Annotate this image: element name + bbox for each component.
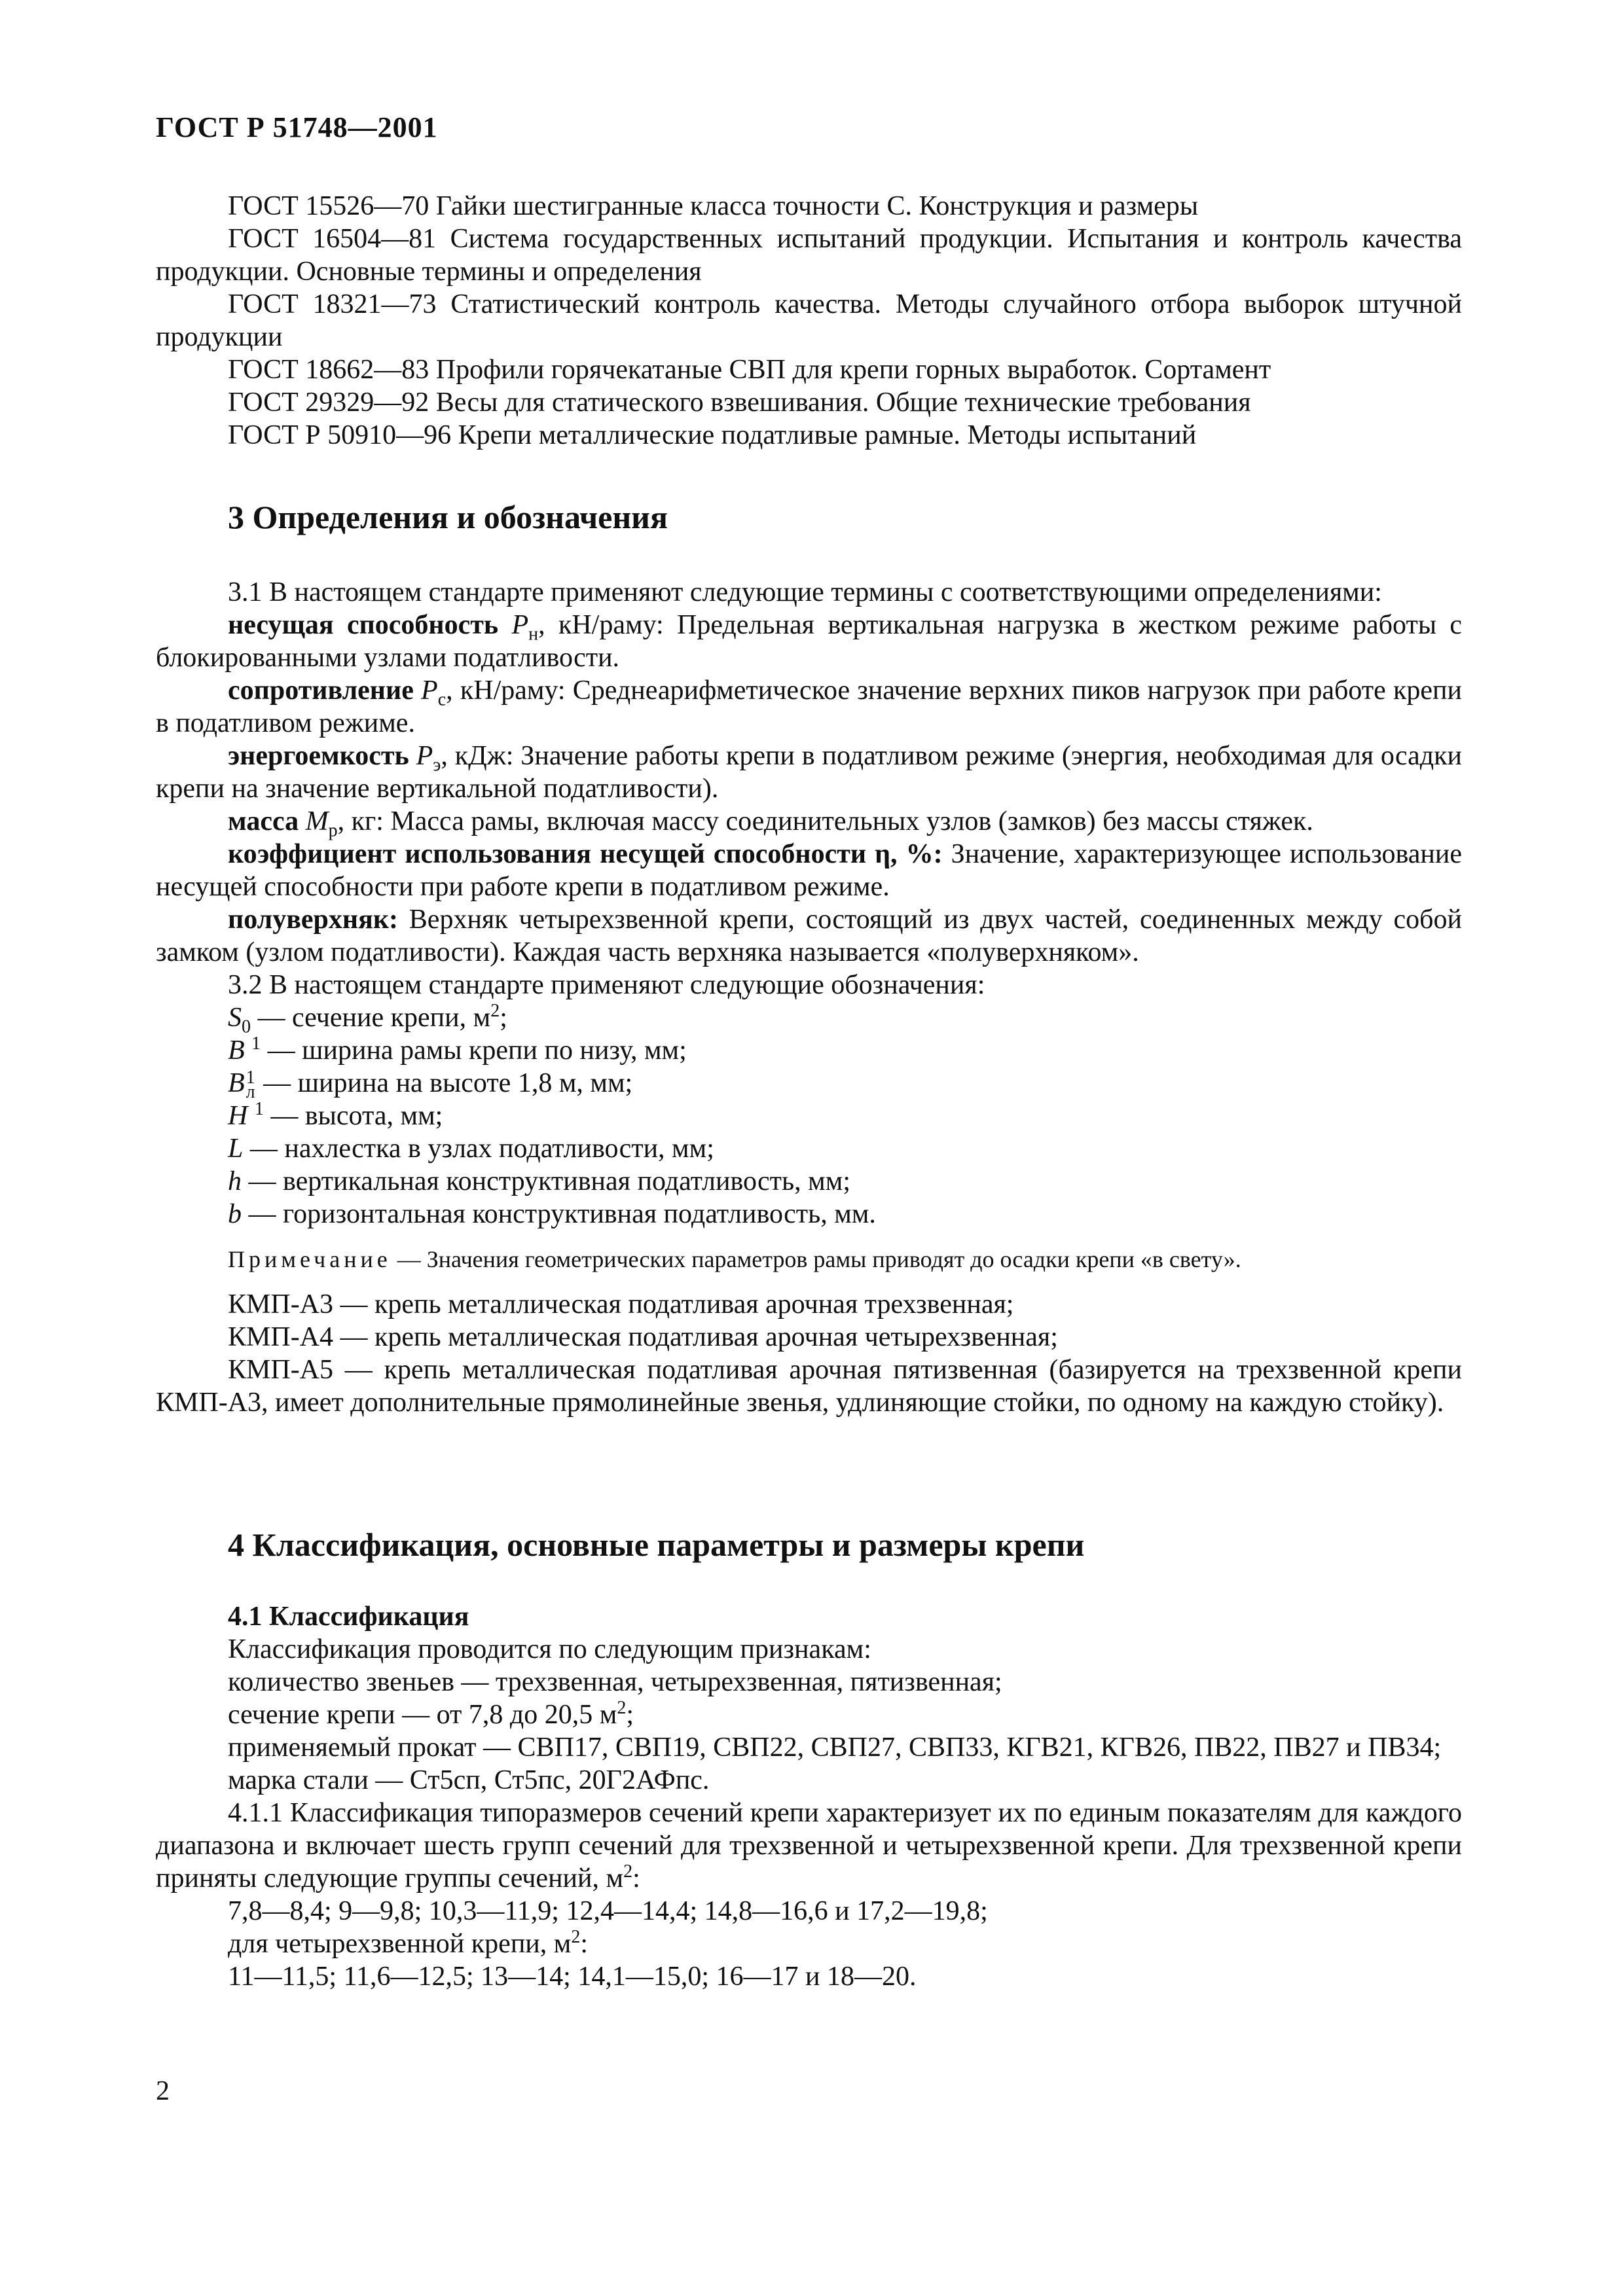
notation-symbol: B [228, 1035, 245, 1066]
punct: ; [626, 1700, 634, 1730]
subsection-4-1-title: 4.1 Классификация [228, 1602, 469, 1632]
reference-item: ГОСТ 18321—73 Статистический контроль качества. Методы случайного отбора выборок штучной продукции [156, 289, 1462, 352]
notation-tail: ; [500, 1003, 507, 1033]
kmp-definition: КМП-А4 — крепь металлическая податливая арочная четырехзвенная; [228, 1322, 1058, 1353]
kmp-definition: КМП-А3 — крепь металлическая податливая арочная трехзвенная; [228, 1289, 1014, 1320]
notation-symbol: L [228, 1134, 244, 1164]
term: несущая способность [228, 610, 499, 640]
term: энергоемкость [228, 741, 409, 771]
notation-symbol: b [228, 1199, 242, 1230]
term-definition [156, 838, 1462, 903]
notation-text: — сечение крепи, м [251, 1003, 491, 1033]
notation-text: — нахлестка в узлах податливости, мм; [243, 1134, 714, 1164]
notation-item [156, 1100, 1462, 1132]
paragraph-3-2: 3.2 В настоящем стандарте применяют следующие обозначения: [228, 970, 985, 1000]
term-symbol: P [416, 741, 433, 771]
reference-item: ГОСТ 29329—92 Весы для статического взвешивания. Общие технические требования [228, 387, 1251, 418]
notation-item [156, 1001, 1462, 1037]
section-3-body [156, 576, 1462, 1419]
notation-item [156, 1067, 1462, 1103]
classification-line: применяемый прокат — СВП17, СВП19, СВП22, СВП27, СВП33, КГВ21, КГВ26, ПВ22, ПВ27 и ПВ34; [228, 1732, 1442, 1763]
term: сопротивление [228, 675, 414, 706]
section-3-title: 3 Определения и обозначения [228, 499, 668, 535]
reference-item: ГОСТ Р 50910—96 Крепи металлические податливые рамные. Методы испытаний [228, 420, 1197, 450]
intro-text: для четырехзвенной крепи, м [228, 1929, 572, 1959]
notation-item [156, 1198, 1462, 1230]
punct: : [580, 1929, 589, 1959]
notation-item [156, 1034, 1462, 1067]
term: полуверхняк: [228, 905, 398, 935]
term-text: Значение, характеризующее использование несущей способности при работе крепи в податливом режиме. [156, 839, 1462, 902]
term-text: , кН/раму: Предельная вертикальная нагрузка в жестком режиме работы с блокированными узлами податливости. [156, 610, 1463, 673]
notation-sup: 1 [246, 1067, 255, 1088]
section-4-title: 4 Классификация, основные параметры и размеры крепи [228, 1526, 1085, 1563]
term: коэффициент использования несущей способности η, %: [228, 839, 943, 869]
term-symbol-sub: э [433, 755, 441, 776]
reference-item: ГОСТ 16504—81 Система государственных испытаний продукции. Испытания и контроль качества продукции. Основные термины и определения [156, 224, 1462, 287]
punct: : [632, 1863, 640, 1893]
note-text: — Значения геометрических параметров рамы приводят до осадки крепи «в свету». [391, 1246, 1241, 1273]
notation-text: — ширина на высоте 1,8 м, мм; [256, 1068, 633, 1098]
notation-symbol: h [228, 1166, 242, 1197]
notation-sup: 1 [254, 1099, 264, 1120]
paragraph-4-1-1 [156, 1797, 1462, 1895]
unit-sup: 2 [623, 1861, 633, 1882]
term-text: , кг: Масса рамы, включая массу соединительных узлов (замков) без массы стяжек. [337, 806, 1313, 836]
notation-item [156, 1165, 1462, 1198]
term-definition [156, 740, 1462, 805]
term-text: Верхняк четырехзвенной крепи, состоящий из двух частей, соединенных между собой замком (узлом податливости). Каждая часть верхняка называется «полуверхняком». [156, 905, 1462, 967]
note [156, 1245, 1462, 1274]
notation-text: — горизонтальная конструктивная податливость, мм. [242, 1199, 876, 1230]
notation-text: — вертикальная конструктивная податливость, мм; [242, 1166, 850, 1197]
term-symbol: P [511, 610, 529, 640]
notation-sub: 0 [242, 1016, 251, 1037]
unit-sup: 2 [617, 1698, 627, 1718]
unit-sup: 2 [571, 1927, 581, 1947]
section-range-text: сечение крепи — от 7,8 до 20,5 м [228, 1700, 617, 1730]
classification-line: количество звеньев — трехзвенная, четырехзвенная, пятизвенная; [228, 1667, 1002, 1697]
term-symbol-sub: н [528, 624, 539, 645]
kmp-definition: КМП-А5 — крепь металлическая податливая арочная пятизвенная (базируется на трехзвенной крепи КМП-А3, имеет дополнительные прямолинейные звенья, удлиняющие стойки, по одному на каждую стойку). [156, 1355, 1462, 1418]
notation-symbol: S [228, 1003, 242, 1033]
notation-item [156, 1132, 1462, 1165]
term: масса [228, 806, 299, 836]
note-label: Примечание [228, 1246, 392, 1273]
notation-text: — высота, мм; [263, 1101, 443, 1132]
reference-item: ГОСТ 18662—83 Профили горячекатаные СВП для крепи горных выработок. Сортамент [228, 355, 1271, 385]
notation-symbol: B [228, 1068, 245, 1098]
notation-sup: 1 [251, 1033, 261, 1054]
notation-symbol: H [228, 1101, 248, 1132]
term-definition [156, 609, 1462, 674]
term-definition [156, 805, 1462, 841]
classification-line: марка стали — Ст5сп, Ст5пс, 20Г2АФпс. [228, 1765, 710, 1795]
references-list [156, 190, 1462, 452]
groups-four-link: 11—11,5; 11,6—12,5; 13—14; 14,1—15,0; 16—17 и 18—20. [228, 1962, 917, 1992]
paragraph-text: 4.1.1 Классификация типоразмеров сечений крепи характеризует их по единым показателям для каждого диапазона и включает шесть групп сечений для трехзвенной и четырехзвенной крепи. Для трехзвенной крепи приняты следующие группы сечений, м [156, 1798, 1462, 1893]
term-text: , кН/раму: Среднеарифметическое значение верхних пиков нагрузок при работе крепи в податливом режиме. [156, 675, 1462, 738]
reference-item: ГОСТ 15526—70 Гайки шестигранные класса точности С. Конструкция и размеры [228, 191, 1199, 221]
section-4-body [156, 1600, 1462, 1993]
term-definition [156, 674, 1462, 740]
groups-three-link: 7,8—8,4; 9—9,8; 10,3—11,9; 12,4—14,4; 14,8—16,6 и 17,2—19,8; [228, 1896, 988, 1926]
term-symbol: M [305, 806, 329, 836]
four-link-intro [156, 1928, 1462, 1960]
unit-sup: 2 [490, 1001, 500, 1021]
paragraph-3-1: 3.1 В настоящем стандарте применяют следующие термины с соответствующими определениями: [228, 577, 1382, 607]
classification-line [156, 1698, 1462, 1731]
term-symbol-sub: р [328, 820, 338, 841]
classification-line: Классификация проводится по следующим признакам: [228, 1634, 871, 1664]
term-symbol-sub: с [437, 689, 447, 710]
notation-text: — ширина рамы крепи по низу, мм; [261, 1035, 687, 1066]
term-definition [156, 903, 1462, 969]
standard-header: ГОСТ Р 51748—2001 [156, 111, 438, 143]
term-symbol: P [421, 675, 438, 706]
page-number: 2 [156, 2076, 170, 2106]
notation-sub: л [246, 1082, 255, 1103]
term-text: , кДж: Значение работы крепи в податливом режиме (энергия, необходимая для осадки крепи на значение вертикальной податливости). [156, 741, 1463, 804]
